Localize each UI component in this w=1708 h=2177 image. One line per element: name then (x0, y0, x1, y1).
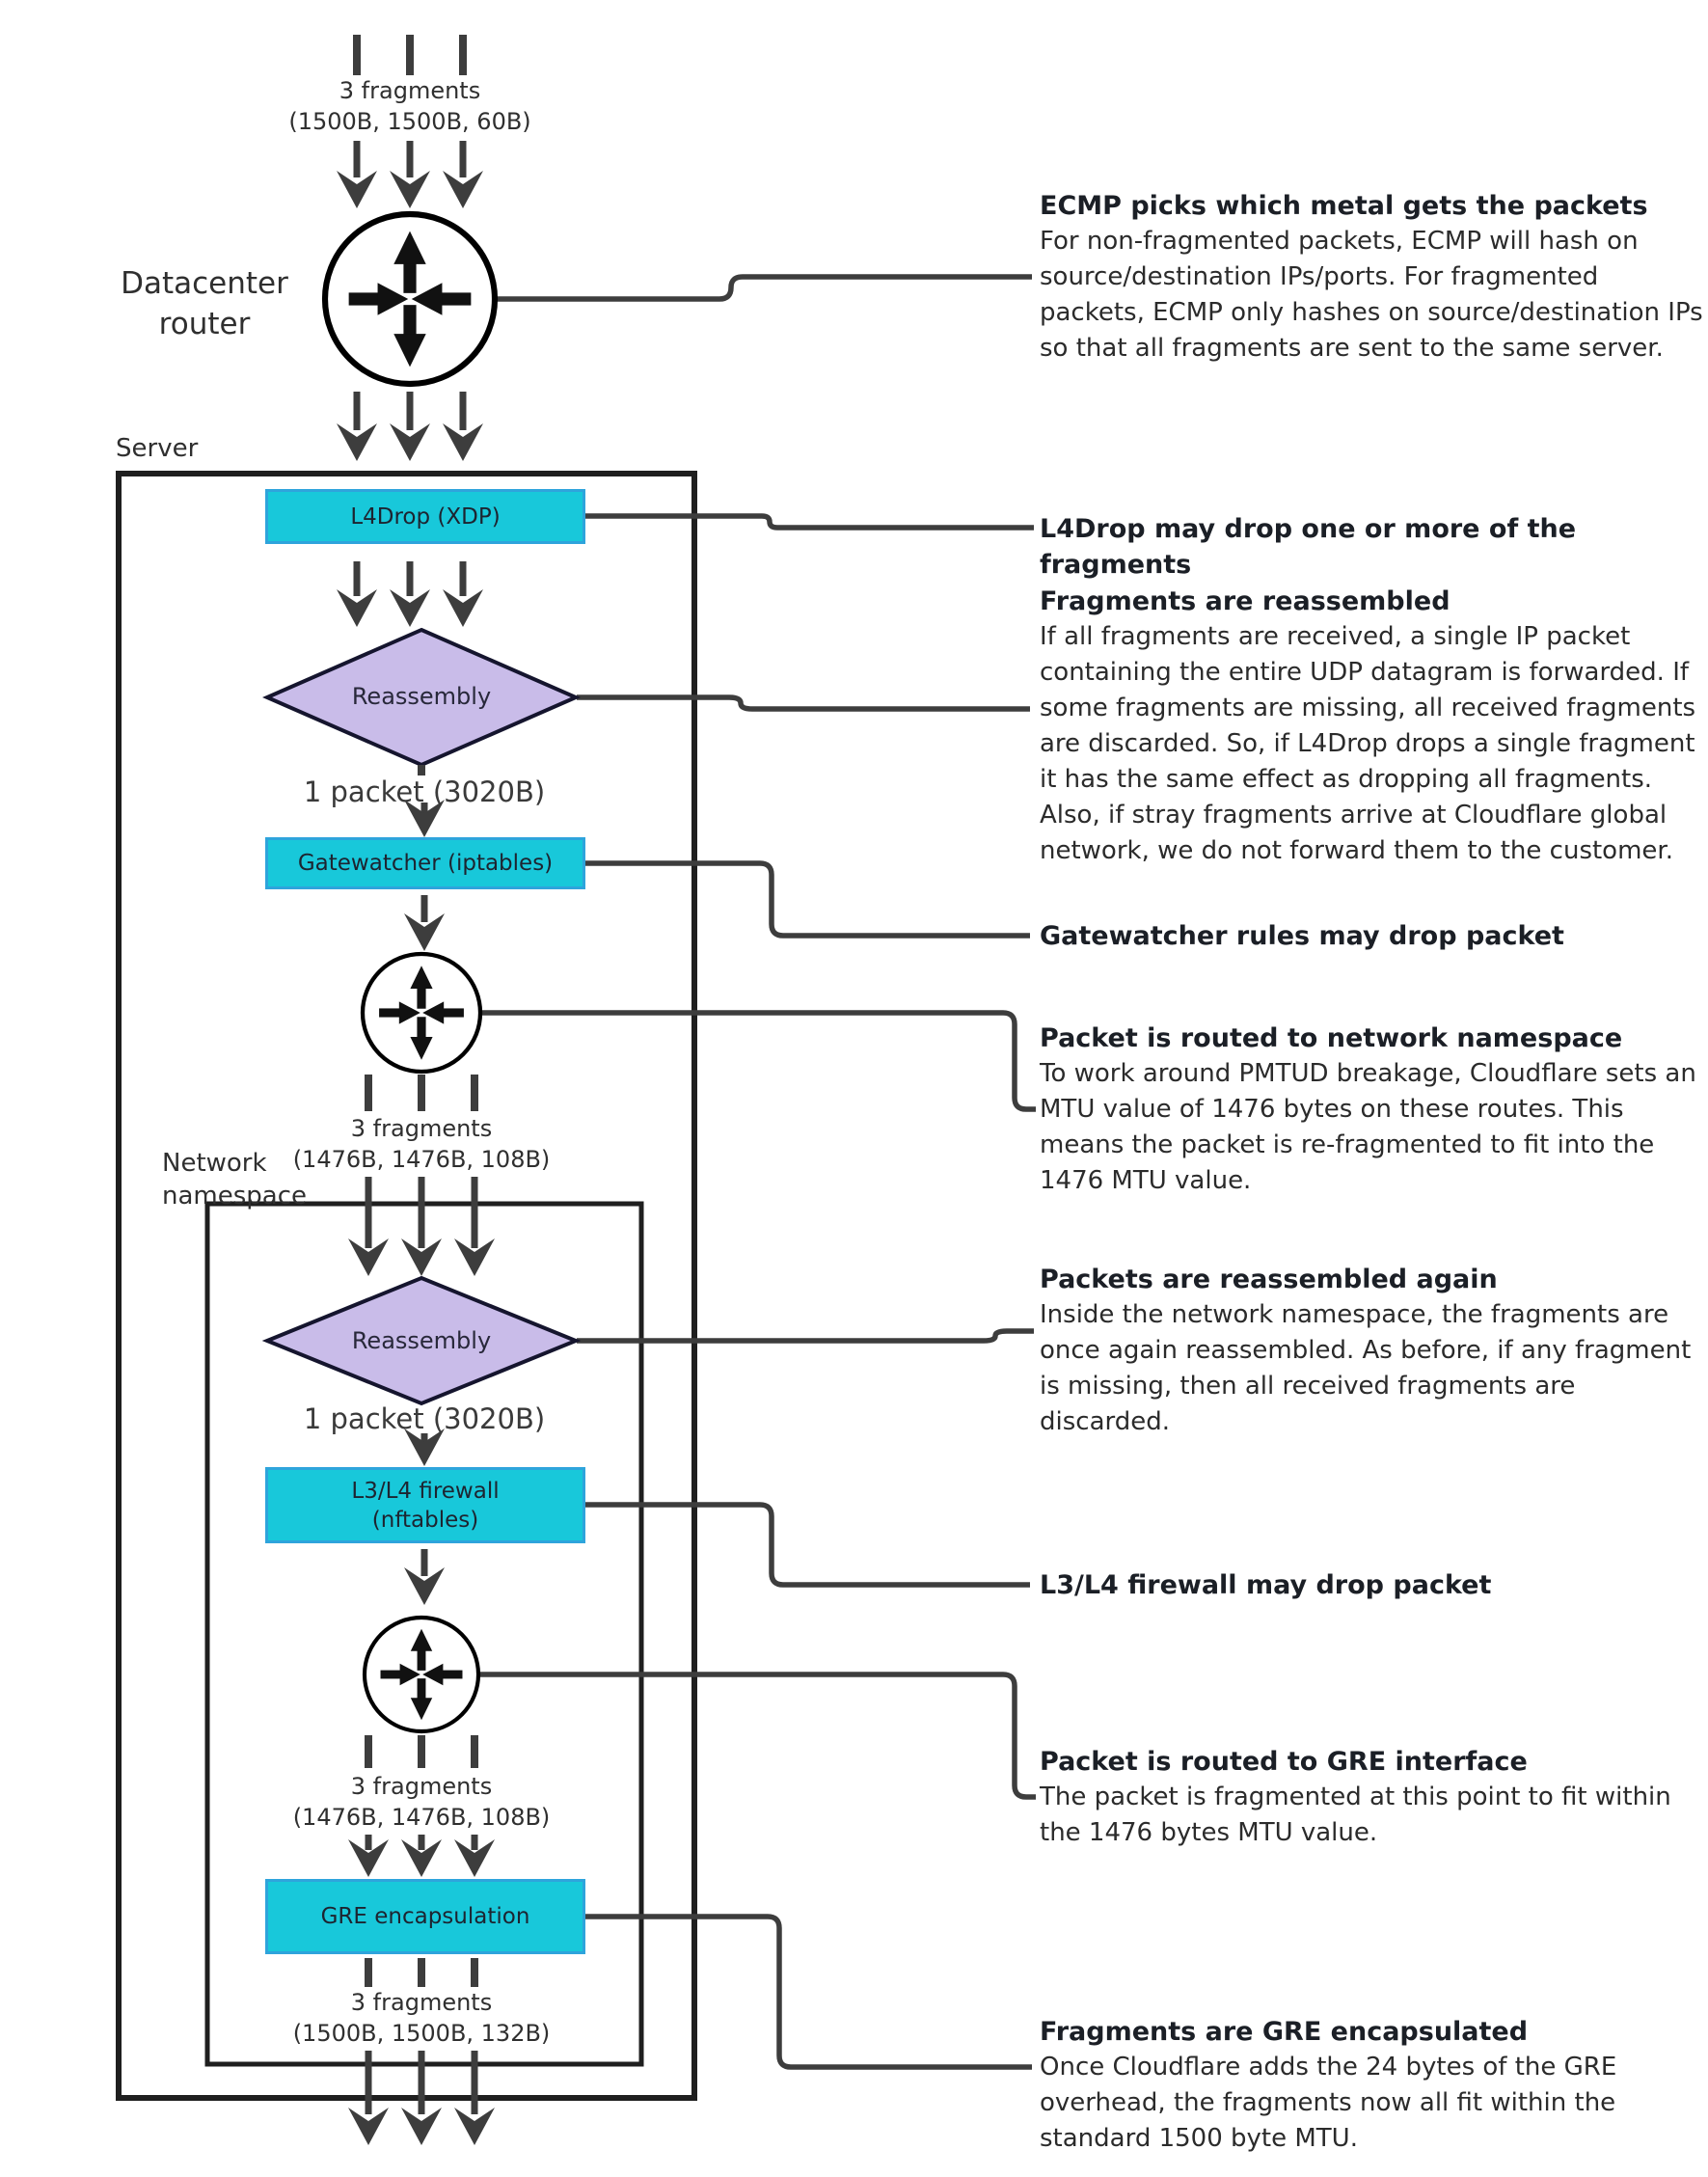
input-fragment-ticks (353, 35, 467, 75)
annotation-gre-route-body: The packet is fragmented at this point to fit within the 1476 bytes MTU value. (1040, 1782, 1671, 1847)
arrows-into-namespace (368, 1177, 474, 1248)
gre-encapsulation-box (265, 1879, 585, 1954)
output-fragment-ticks (365, 1958, 478, 1987)
l3l4-firewall-box (265, 1467, 585, 1543)
output-fragments-count-label: 3 fragments (350, 1989, 493, 2016)
arrows-into-router (357, 141, 463, 177)
annotation-netns-route (1040, 1020, 1708, 1199)
network-namespace-label-line2: namespace (162, 1182, 308, 1211)
input-fragments-sizes-label: (1500B, 1500B, 60B) (288, 108, 531, 135)
l4drop-label: L4Drop (XDP) (350, 503, 501, 530)
connector-gre-encap (585, 1917, 1032, 2067)
refragmented2-count-label: 3 fragments (350, 1773, 493, 1800)
network-namespace-label-line1: Network (162, 1149, 267, 1178)
annotation-ecmp-heading: ECMP picks which metal gets the packets (1040, 191, 1648, 221)
l4drop-box (265, 489, 585, 544)
annotation-ecmp (1040, 188, 1708, 367)
connector-gre-route (479, 1674, 1036, 1797)
annotation-gre-encap-heading: Fragments are GRE encapsulated (1040, 2017, 1529, 2047)
annotation-l3l4-heading: L3/L4 firewall may drop packet (1040, 1570, 1492, 1600)
refragmented-count-label: 3 fragments (350, 1115, 493, 1142)
reassembly1-label: Reassembly (351, 683, 492, 710)
datacenter-router-label-line2: router (158, 307, 251, 341)
annotation-reassembled-again-body: Inside the network namespace, the fragments are once again reassembled. As before, if any fragment is missing, then all received fragments are discarded. (1040, 1300, 1692, 1436)
annotation-reassembled-again (1040, 1262, 1708, 1440)
input-fragments-count-label: 3 fragments (339, 77, 481, 104)
refragmented2-ticks (365, 1735, 478, 1768)
arrows-to-reassembly (357, 561, 463, 596)
annotation-ecmp-body: For non-fragmented packets, ECMP will hash on source/destination IPs/ports. For fragmented packets, ECMP only hashes on source/destination IPs so that all fragments are sent to the same server. (1040, 227, 1703, 363)
annotation-netns-route-body: To work around PMTUD breakage, Cloudflare sets an MTU value of 1476 bytes on these routes. This means the packet is re-fragmented to fit into the 1476 MTU value. (1040, 1059, 1696, 1195)
annotation-reassembled-body: If all fragments are received, a single IP packet containing the entire UDP datagram is forwarded. If some fragments are missing, all received fragments are discarded. So, if L4Drop drops a single fragment it has the same effect as dropping all fragments. Also, if stray fragments arrive at Cloudflare global network, we do not forward them to the customer. (1040, 622, 1696, 865)
route-to-namespace-icon (363, 954, 480, 1072)
annotation-connectors (479, 277, 1036, 2067)
annotation-gre-encap-body: Once Cloudflare adds the 24 bytes of the GRE overhead, the fragments now all fit within the standard 1500 byte MTU. (1040, 2053, 1617, 2153)
gre-encapsulation-label: GRE encapsulation (320, 1904, 530, 1929)
annotation-gatewatcher (1040, 918, 1708, 954)
packet1-label: 1 packet (3020B) (303, 776, 546, 808)
reassembly2-label: Reassembly (351, 1327, 492, 1354)
annotation-netns-route-heading: Packet is routed to network namespace (1040, 1023, 1623, 1053)
server-box-label: Server (116, 434, 199, 463)
connector-l4drop (585, 516, 1034, 528)
gatewatcher-label: Gatewatcher (iptables) (297, 851, 554, 876)
annotation-l4drop-heading: L4Drop may drop one or more of the fragments (1040, 514, 1577, 580)
route-to-gre-icon (365, 1618, 478, 1731)
datacenter-router-icon (325, 214, 495, 384)
l3l4-firewall-label-line1: L3/L4 firewall (351, 1478, 500, 1504)
connector-gatewatcher (585, 863, 1030, 936)
connector-l3l4 (585, 1505, 1030, 1585)
connector-reassembly2 (577, 1331, 1034, 1341)
annotation-gatewatcher-heading: Gatewatcher rules may drop packet (1040, 921, 1564, 951)
annotation-gre-encap (1040, 2014, 1708, 2157)
refragmented2-sizes-label: (1476B, 1476B, 108B) (292, 1804, 551, 1831)
annotation-reassembled-again-heading: Packets are reassembled again (1040, 1265, 1498, 1294)
refragmented-ticks (365, 1075, 478, 1111)
connector-ecmp (495, 277, 1032, 299)
gatewatcher-box (265, 837, 585, 889)
refragmented-sizes-label: (1476B, 1476B, 108B) (292, 1146, 551, 1173)
packet2-label: 1 packet (3020B) (303, 1402, 546, 1435)
connector-reassembly1 (577, 697, 1030, 709)
annotation-reassembled-heading: Fragments are reassembled (1040, 586, 1450, 616)
datacenter-router-label-line1: Datacenter (121, 266, 288, 301)
connector-netns-route (480, 1013, 1036, 1109)
arrows-out-of-server (368, 2051, 474, 2114)
l3l4-firewall-label-line2: (nftables) (371, 1507, 479, 1533)
annotation-reassembled (1040, 584, 1708, 869)
annotation-gre-route-heading: Packet is routed to GRE interface (1040, 1747, 1528, 1777)
arrows-into-server (357, 392, 463, 430)
annotation-l4drop (1040, 511, 1708, 583)
output-fragments-sizes-label: (1500B, 1500B, 132B) (292, 2020, 551, 2047)
annotation-l3l4 (1040, 1567, 1708, 1603)
annotation-gre-route (1040, 1744, 1708, 1851)
